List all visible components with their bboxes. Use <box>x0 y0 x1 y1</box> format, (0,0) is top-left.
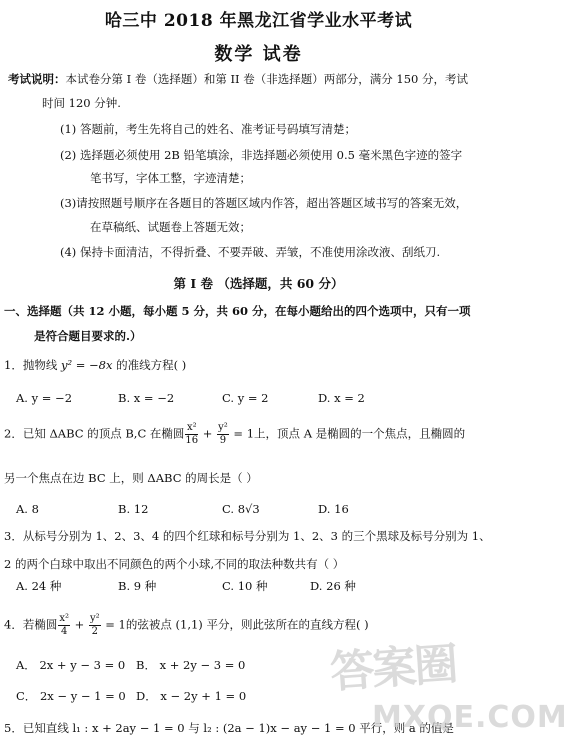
watermark-url: MXQE.COM <box>372 700 568 735</box>
q3-option-a: A. 24 种 <box>16 579 62 593</box>
part1-heading-b: 是符合题目要求的.） <box>34 329 142 343</box>
q1-prefix: 1．抛物线 <box>4 358 61 372</box>
q2-option-a: A. 8 <box>16 502 39 516</box>
instructions-label: 考试说明： <box>8 72 66 86</box>
question-2-line-2: 另一个焦点在边 BC 上，则 ΔABC 的周长是（ ） <box>4 471 258 485</box>
instructions-item-2b: 笔书写，字体工整，字迹清楚； <box>90 171 251 185</box>
q3-option-d: D. 26 种 <box>310 579 356 593</box>
q1-option-b: B. x = −2 <box>118 391 175 405</box>
q3-option-c: C. 10 种 <box>222 579 268 593</box>
q3-option-b: B. 9 种 <box>118 579 157 593</box>
q4-suffix: = 1的弦被点 (1,1) 平分，则此弦所在的直线方程( ) <box>101 617 369 632</box>
part1-heading-a: 一、选择题（共 12 小题，每小题 5 分，共 60 分，在每小题给出的四个选项中，只有一项 <box>4 304 471 318</box>
instructions-item-3b: 在草稿纸、试题卷上答题无效； <box>90 220 251 234</box>
q4-fraction-x: $\frac{\text{x²}}{4}$ <box>59 613 69 637</box>
section-title: 第 I 卷 （选择题，共 60 分） <box>173 276 344 291</box>
q4-prefix: 4．若椭圆 <box>4 617 58 632</box>
q4-option-b: B． x + 2y − 3 = 0 <box>136 658 246 672</box>
q2-fraction-y: $\frac{\text{y²}}{9}$ <box>218 422 228 446</box>
instructions-item-4: (4) 保持卡面清洁，不得折叠、不要弄破、弄皱，不准使用涂改液、刮纸刀. <box>60 245 441 259</box>
instructions-item-3a: (3)请按照题号顺序在各题目的答题区域内作答，超出答题区域书写的答案无效， <box>60 196 468 210</box>
watermark-logo: 答案圈 <box>328 638 458 699</box>
instructions-item-2a: (2) 选择题必须使用 2B 铅笔填涂，非选择题必须使用 0.5 毫米黑色字迹的签字 <box>60 148 463 162</box>
q4-option-d: D． x − 2y + 1 = 0 <box>136 689 247 703</box>
q1-expression: y² = −8x <box>60 358 113 372</box>
q2-option-d: D. 16 <box>318 502 349 516</box>
q4-fraction-y: $\frac{\text{y²}}{2}$ <box>89 613 100 637</box>
question-3-line-1: 3．从标号分别为 1、2、3、4 的四个红球和标号分别为 1、2、3 的三个黑球及标号分别为 1、 <box>4 529 491 543</box>
q2-option-b: B. 12 <box>118 502 149 516</box>
instructions-item-1: (1) 答题前，考生先将自己的姓名、准考证号码填写清楚； <box>60 122 356 136</box>
question-4: 4．若椭圆 $\frac{\text{x²}}{4}$ + $\frac{\text{y²}}{2}$ = 1的弦被点 (1,1) 平分，则此弦所在的直线方程( ) <box>4 613 369 637</box>
exam-subtitle: 数学 试卷 <box>214 44 303 65</box>
q2-prefix: 2．已知 ΔABC 的顶点 B,C 在椭圆 <box>4 426 185 441</box>
instructions-intro-2: 时间 120 分钟. <box>42 96 121 110</box>
instructions-line-1 <box>8 73 468 87</box>
q2-suffix: = 1上，顶点 A 是椭圆的一个焦点，且椭圆的 <box>229 426 466 441</box>
q2-fraction-x: $\frac{\text{x²}}{16}$ <box>185 422 199 446</box>
question-2-line-1: 2．已知 ΔABC 的顶点 B,C 在椭圆 $\frac{\text{x²}}{16}$ + $\frac{\text{y²}}{9}$ = 1上，顶点 A 是椭圆的一个焦点，且椭圆的 <box>4 422 466 446</box>
q1-suffix: 的准线方程( ) <box>112 358 187 372</box>
q1-option-a: A. y = −2 <box>16 391 73 405</box>
q4-option-a: A． 2x + y − 3 = 0 <box>16 658 126 672</box>
question-3-line-2: 2 的两个白球中取出不同颜色的两个小球,不同的取法种数共有（ ） <box>4 557 345 571</box>
question-1 <box>4 359 186 373</box>
exam-title: 哈三中 2018 年黑龙江省学业水平考试 <box>104 11 413 31</box>
question-5: 5．已知直线 l₁ : x + 2ay − 1 = 0 与 l₂ : (2a − 1)x − ay − 1 = 0 平行，则 a 的值是 <box>4 721 454 735</box>
q4-option-c: C． 2x − y − 1 = 0 <box>16 689 126 703</box>
instructions-intro-1: 本试卷分第 I 卷（选择题）和第 II 卷（非选择题）两部分，满分 150 分，考试 <box>65 72 469 86</box>
q2-option-c: C. 8√3 <box>222 502 260 516</box>
q1-option-c: C. y = 2 <box>222 391 269 405</box>
q1-option-d: D. x = 2 <box>318 391 365 405</box>
